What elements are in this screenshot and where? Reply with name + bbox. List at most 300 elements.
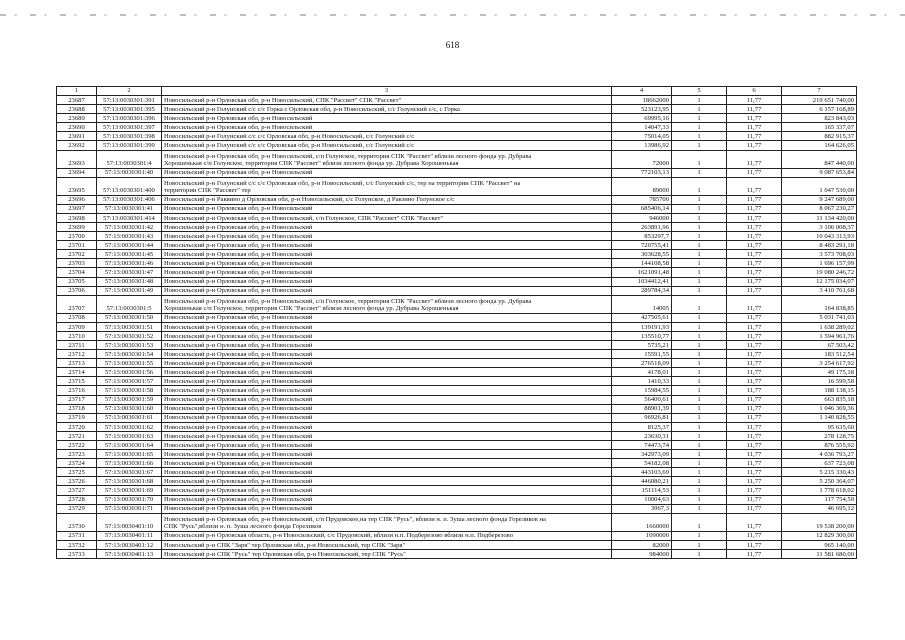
rate: 11,77 <box>727 213 782 222</box>
area: 276518,09 <box>612 359 672 368</box>
quantity: 1 <box>672 331 727 340</box>
table-row <box>57 413 857 422</box>
cadastral-value: 12 829 300,00 <box>782 531 857 540</box>
area: 946000 <box>612 213 672 222</box>
cadastral-value: 95 635,60 <box>782 422 857 431</box>
address-line: Новосильский р-н Голунский с/с с/с Орловская обл, р-н Новосильский, с/с Голунский с/с <box>164 142 415 150</box>
row-number: 23687 <box>57 96 97 105</box>
address-line: Новосильский р-н Орловская обл, р-н Новосильский <box>164 169 313 177</box>
table-row <box>57 114 857 123</box>
area: 96926,81 <box>612 413 672 422</box>
cadastral-value: 3 573 708,03 <box>782 250 857 259</box>
cadastral-value: 882 915,37 <box>782 132 857 141</box>
table-row <box>57 549 857 558</box>
table-row <box>57 168 857 177</box>
row-number: 23726 <box>57 477 97 486</box>
address-line: Новосильский р-н Орловская обл, р-н Новосильский <box>164 241 313 249</box>
address-line: Новосильский р-н Орловская обл, р-н Новосильский <box>164 223 313 231</box>
rate: 11,77 <box>727 413 782 422</box>
area: 56400,61 <box>612 395 672 404</box>
cadastral-number: 57:13:0030401:10 <box>97 513 162 531</box>
quantity: 1 <box>672 495 727 504</box>
address <box>162 513 612 531</box>
address <box>162 549 612 558</box>
rate: 11,77 <box>727 177 782 195</box>
rate: 11,77 <box>727 395 782 404</box>
row-number: 23697 <box>57 204 97 213</box>
cadastral-value: 164 626,05 <box>782 141 857 150</box>
cadastral-number: 57:13:0030301:62 <box>97 422 162 431</box>
cadastral-number: 57:13:0030301:46 <box>97 259 162 268</box>
rate: 11,77 <box>727 322 782 331</box>
cadastral-number: 57:13:0030401:12 <box>97 540 162 549</box>
table-row <box>57 204 857 213</box>
area: 720755,41 <box>612 241 672 250</box>
row-number: 23704 <box>57 268 97 277</box>
address <box>162 495 612 504</box>
column-header: 3 <box>162 87 612 96</box>
address-line: Новосильский р-н Голунский с/с с/с Орловская обл, р-н Новосильский, с/с Голунский с/с <box>164 133 415 141</box>
cadastral-number: 57:13:0030301:4 <box>97 150 162 168</box>
rate: 11,77 <box>727 486 782 495</box>
table-row <box>57 313 857 322</box>
address-line: Новосильский р-н Орловская обл, р-н Новосильский <box>164 341 313 349</box>
cadastral-value: 11 134 420,00 <box>782 213 857 222</box>
rate: 11,77 <box>727 195 782 204</box>
cadastral-number: 57:13:0030301:65 <box>97 450 162 459</box>
address-line: Новосильский р-н Орловская обл, р-н Новосильский <box>164 378 313 386</box>
quantity: 1 <box>672 404 727 413</box>
address <box>162 468 612 477</box>
area: 10004,63 <box>612 495 672 504</box>
address-line: Новосильский р-н СПК "Заря" тер Орловская обл, р-н Новосильский, тер СПК "Заря" <box>164 541 406 549</box>
table-body <box>57 96 857 559</box>
address-line: Новосильский р-н СПК "Русь" тер Орловская обл, р-н Новосильский, тер СПК "Русь" <box>164 550 406 558</box>
cadastral-number: 57:13:0030301:396 <box>97 114 162 123</box>
address <box>162 268 612 277</box>
row-number: 23690 <box>57 123 97 132</box>
row-number: 23722 <box>57 441 97 450</box>
address <box>162 377 612 386</box>
table-row <box>57 295 857 313</box>
cadastral-value: 117 754,50 <box>782 495 857 504</box>
rate: 11,77 <box>727 331 782 340</box>
cadastral-value: 9 087 653,84 <box>782 168 857 177</box>
rate: 11,77 <box>727 459 782 468</box>
address-line: Новосильский р-н Орловская обл, р-н Новосильский <box>164 478 313 486</box>
address <box>162 132 612 141</box>
row-number: 23724 <box>57 459 97 468</box>
rate: 11,77 <box>727 313 782 322</box>
address-line: Хорошенькая с/п Голунское, территория СПК "Рассвет" вблизи лесного фонда ур. Дубрава Хорошенькая <box>164 160 459 168</box>
row-number: 23728 <box>57 495 97 504</box>
area: 15984,55 <box>612 386 672 395</box>
area: 88901,39 <box>612 404 672 413</box>
area: 446080,21 <box>612 477 672 486</box>
address-line: Новосильский р-н Орловская обл, р-н Новосильский <box>164 350 313 358</box>
area: 8125,37 <box>612 422 672 431</box>
address <box>162 295 612 313</box>
quantity: 1 <box>672 422 727 431</box>
area: 1660000 <box>612 513 672 531</box>
rate: 11,77 <box>727 549 782 558</box>
area: 785700 <box>612 195 672 204</box>
cadastral-number: 57:13:0030301:398 <box>97 132 162 141</box>
table-row <box>57 504 857 513</box>
table-row <box>57 368 857 377</box>
quantity: 1 <box>672 286 727 295</box>
cadastral-number: 57:13:0030301:406 <box>97 195 162 204</box>
area: 14005 <box>612 295 672 313</box>
row-number: 23720 <box>57 422 97 431</box>
address <box>162 477 612 486</box>
cadastral-value: 49 175,18 <box>782 368 857 377</box>
cadastral-value: 8 067 230,27 <box>782 204 857 213</box>
address-line: Новосильский р-н Орловская обл, р-н Новосильский <box>164 469 313 476</box>
cadastral-value: 1 778 618,02 <box>782 486 857 495</box>
area: 303628,55 <box>612 250 672 259</box>
area: 13986,92 <box>612 141 672 150</box>
table-row <box>57 495 857 504</box>
area: 5735,21 <box>612 340 672 349</box>
address <box>162 395 612 404</box>
rate: 11,77 <box>727 96 782 105</box>
row-number: 23698 <box>57 213 97 222</box>
quantity: 1 <box>672 268 727 277</box>
quantity: 1 <box>672 377 727 386</box>
quantity: 1 <box>672 123 727 132</box>
quantity: 1 <box>672 413 727 422</box>
address <box>162 222 612 231</box>
cadastral-number: 57:13:0030301:61 <box>97 413 162 422</box>
cadastral-value: 12 175 034,07 <box>782 277 857 286</box>
quantity: 1 <box>672 549 727 558</box>
table-row <box>57 195 857 204</box>
row-number: 23694 <box>57 168 97 177</box>
cadastral-number: 57:13:0030301:58 <box>97 386 162 395</box>
area: 289784,34 <box>612 286 672 295</box>
cadastral-value: 847 440,00 <box>782 150 857 168</box>
cadastral-value: 3 410 761,68 <box>782 286 857 295</box>
cadastral-value: 663 835,18 <box>782 395 857 404</box>
rate: 11,77 <box>727 513 782 531</box>
cadastral-number: 57:13:0030301:44 <box>97 241 162 250</box>
row-number: 23696 <box>57 195 97 204</box>
cadastral-number: 57:13:0030301:63 <box>97 431 162 440</box>
area: 1034412,41 <box>612 277 672 286</box>
table-row <box>57 277 857 286</box>
quantity: 1 <box>672 340 727 349</box>
cadastral-value: 11 581 680,00 <box>782 549 857 558</box>
cadastral-value: 164 838,85 <box>782 295 857 313</box>
address <box>162 114 612 123</box>
area: 151114,53 <box>612 486 672 495</box>
table-row <box>57 331 857 340</box>
cadastral-number: 57:13:0030301:45 <box>97 250 162 259</box>
quantity: 1 <box>672 468 727 477</box>
address <box>162 313 612 322</box>
cadastral-number: 57:13:0030301:391 <box>97 96 162 105</box>
cadastral-number: 57:13:0030301:66 <box>97 459 162 468</box>
rate: 11,77 <box>727 359 782 368</box>
rate: 11,77 <box>727 123 782 132</box>
area: 772103,13 <box>612 168 672 177</box>
area: 342973,09 <box>612 450 672 459</box>
table-row <box>57 141 857 150</box>
table-row <box>57 404 857 413</box>
cadastral-value: 188 138,15 <box>782 386 857 395</box>
cadastral-number: 57:13:0030301:56 <box>97 368 162 377</box>
address-line: Новосильский р-н Орловская обл, р-н Новосильский <box>164 487 313 495</box>
cadastral-value: 1 046 369,36 <box>782 404 857 413</box>
area: 89000 <box>612 177 672 195</box>
table-row <box>57 241 857 250</box>
cadastral-value: 46 695,12 <box>782 504 857 513</box>
area: 443103,69 <box>612 468 672 477</box>
rate: 11,77 <box>727 204 782 213</box>
address-line: Новосильский р-н Орловская обл, р-н Новосильский <box>164 414 313 422</box>
address-line: Хорошенькая с/п Голунское, территория СПК "Рассвет" вблизи лесного фонда ур. Дубрава Хорошенькая <box>164 305 459 313</box>
quantity: 1 <box>672 531 727 540</box>
quantity: 1 <box>672 232 727 241</box>
rate: 11,77 <box>727 114 782 123</box>
cadastral-value: 278 128,75 <box>782 431 857 440</box>
address-line: Новосильский р-н Орловская обл, р-н Новосильский <box>164 314 313 322</box>
quantity: 1 <box>672 477 727 486</box>
rate: 11,77 <box>727 350 782 359</box>
quantity: 1 <box>672 513 727 531</box>
cadastral-value: 876 555,92 <box>782 441 857 450</box>
cadastral-number: 57:13:0030301:48 <box>97 277 162 286</box>
quantity: 1 <box>672 177 727 195</box>
area: 685406,14 <box>612 204 672 213</box>
cadastral-value: 1 594 961,76 <box>782 331 857 340</box>
address <box>162 150 612 168</box>
address <box>162 386 612 395</box>
address <box>162 340 612 349</box>
quantity: 1 <box>672 368 727 377</box>
row-number: 23702 <box>57 250 97 259</box>
row-number: 23732 <box>57 540 97 549</box>
table-row <box>57 459 857 468</box>
table-row <box>57 286 857 295</box>
cadastral-number: 57:13:0030301:49 <box>97 286 162 295</box>
address <box>162 504 612 513</box>
cadastral-value: 67 503,42 <box>782 340 857 349</box>
address-line: Новосильский р-н Орловская обл, р-н Новосильский, СПК "Рассвет" СПК "Рассвет" <box>164 96 402 104</box>
area: 523123,95 <box>612 105 672 114</box>
address-line: Новосильский р-н Орловская обл, р-н Новосильский <box>164 269 313 277</box>
address-line: Новосильский р-н Орловская обл, р-н Новосильский <box>164 459 313 467</box>
quantity: 1 <box>672 350 727 359</box>
row-number: 23733 <box>57 549 97 558</box>
rate: 11,77 <box>727 105 782 114</box>
row-number: 23714 <box>57 368 97 377</box>
cadastral-value: 1 696 157,99 <box>782 259 857 268</box>
address <box>162 413 612 422</box>
cadastral-value: 8 483 291,18 <box>782 241 857 250</box>
column-header: 2 <box>97 87 162 96</box>
row-number: 23699 <box>57 222 97 231</box>
address <box>162 105 612 114</box>
quantity: 1 <box>672 204 727 213</box>
row-number: 23708 <box>57 313 97 322</box>
table-row <box>57 450 857 459</box>
table-row <box>57 531 857 540</box>
quantity: 1 <box>672 459 727 468</box>
rate: 11,77 <box>727 150 782 168</box>
cadastral-value: 10 043 313,93 <box>782 232 857 241</box>
quantity: 1 <box>672 250 727 259</box>
address <box>162 213 612 222</box>
area: 54182,08 <box>612 459 672 468</box>
row-number: 23727 <box>57 486 97 495</box>
quantity: 1 <box>672 386 727 395</box>
table-row <box>57 486 857 495</box>
cadastral-number: 57:13:0030301:397 <box>97 123 162 132</box>
cadastral-number: 57:13:0030301:400 <box>97 177 162 195</box>
area: 427505,61 <box>612 313 672 322</box>
table-row <box>57 268 857 277</box>
rate: 11,77 <box>727 340 782 349</box>
cadastral-value: 965 140,00 <box>782 540 857 549</box>
table-row <box>57 96 857 105</box>
address <box>162 322 612 331</box>
quantity: 1 <box>672 132 727 141</box>
rate: 11,77 <box>727 495 782 504</box>
quantity: 1 <box>672 222 727 231</box>
address <box>162 441 612 450</box>
cadastral-number: 57:13:0030301:69 <box>97 486 162 495</box>
area: 23630,31 <box>612 431 672 440</box>
area: 18662000 <box>612 96 672 105</box>
cadastral-number: 57:13:0030301:414 <box>97 213 162 222</box>
cadastral-number: 57:13:0030301:395 <box>97 105 162 114</box>
address <box>162 450 612 459</box>
address-line: Новосильский р-н Орловская обл, р-н Новосильский <box>164 368 313 376</box>
cadastral-number: 57:13:0030301:53 <box>97 340 162 349</box>
address-line: СПК "Русь",вблизи н. п. Зуша лесного фонда Гореликов <box>164 523 322 531</box>
table-row <box>57 377 857 386</box>
rate: 11,77 <box>727 377 782 386</box>
table-row <box>57 395 857 404</box>
table-row <box>57 232 857 241</box>
row-number: 23723 <box>57 450 97 459</box>
table-row <box>57 422 857 431</box>
address <box>162 350 612 359</box>
header-row <box>57 87 857 96</box>
cadastral-number: 57:13:0030301:71 <box>97 504 162 513</box>
cadastral-value: 1 638 289,02 <box>782 322 857 331</box>
cadastral-number: 57:13:0030301:52 <box>97 331 162 340</box>
column-header: 5 <box>672 87 727 96</box>
area: 263891,96 <box>612 222 672 231</box>
quantity: 1 <box>672 450 727 459</box>
row-number: 23700 <box>57 232 97 241</box>
cadastral-number: 57:13:0030301:50 <box>97 313 162 322</box>
row-number: 23718 <box>57 404 97 413</box>
address <box>162 540 612 549</box>
quantity: 1 <box>672 295 727 313</box>
quantity: 1 <box>672 259 727 268</box>
rate: 11,77 <box>727 450 782 459</box>
table-row <box>57 431 857 440</box>
address-line: Новосильский р-н Орловская обл, р-н Новосильский <box>164 405 313 413</box>
cadastral-value: 183 512,54 <box>782 350 857 359</box>
area: 75014,05 <box>612 132 672 141</box>
address <box>162 123 612 132</box>
cadastral-value: 5 215 330,43 <box>782 468 857 477</box>
address-line: Новосильский р-н Орловская обл, р-н Новосильский <box>164 205 313 213</box>
rate: 11,77 <box>727 277 782 286</box>
quantity: 1 <box>672 395 727 404</box>
address-line: Новосильский р-н Орловская обл, р-н Новосильский <box>164 260 313 268</box>
address <box>162 459 612 468</box>
address-line: Новосильский р-н Орловская обл, р-н Новосильский <box>164 278 313 286</box>
cadastral-value: 3 254 617,92 <box>782 359 857 368</box>
row-number: 23689 <box>57 114 97 123</box>
row-number: 23703 <box>57 259 97 268</box>
address-line: Новосильский р-н Орловская обл, р-н Новосильский <box>164 124 313 131</box>
table-row <box>57 468 857 477</box>
row-number: 23688 <box>57 105 97 114</box>
rate: 11,77 <box>727 386 782 395</box>
cadastral-number: 57:13:0030301:70 <box>97 495 162 504</box>
row-number: 23711 <box>57 340 97 349</box>
cadastral-value: 637 723,08 <box>782 459 857 468</box>
area: 1621091,48 <box>612 268 672 277</box>
area: 1410,33 <box>612 377 672 386</box>
cadastral-number: 57:13:0030301:42 <box>97 222 162 231</box>
address <box>162 141 612 150</box>
quantity: 1 <box>672 322 727 331</box>
address <box>162 168 612 177</box>
row-number: 23707 <box>57 295 97 313</box>
address <box>162 259 612 268</box>
address-line: Новосильский р-н Орловская обл, р-н Новосильский <box>164 505 313 513</box>
address <box>162 331 612 340</box>
address-line: Новосильский р-н Орловская обл, р-н Новосильский, с/п Прудовское,на тер СПК "Русь", вблизи н. п. Зуша лесного фонда Гореликов на <box>164 516 546 523</box>
quantity: 1 <box>672 150 727 168</box>
rate: 11,77 <box>727 422 782 431</box>
address-line: Новосильский р-н Раквино д Орловская обл, р-н Новосильский, с/с Голунское, д Ракзино Голунское с/с <box>164 196 455 204</box>
rate: 11,77 <box>727 540 782 549</box>
cadastral-number: 57:13:0030301:60 <box>97 404 162 413</box>
address-line: Новосильский р-н Орловская обл, р-н Новосильский, с/п Голунское, территория СПК "Рассвет" вблизи лесного фонда ур. Дубрава <box>164 297 532 305</box>
row-number: 23716 <box>57 386 97 395</box>
address-line: Новосильский р-н Орловская обл, р-н Новосильский <box>164 332 313 340</box>
row-number: 23729 <box>57 504 97 513</box>
cadastral-value: 1 140 828,55 <box>782 413 857 422</box>
row-number: 23691 <box>57 132 97 141</box>
cadastral-number: 57:13:0030301:68 <box>97 477 162 486</box>
row-number: 23709 <box>57 322 97 331</box>
row-number: 23713 <box>57 359 97 368</box>
address-line: территории СПК "Рассвет" тер <box>164 187 251 195</box>
address <box>162 204 612 213</box>
cadastral-number: 57:13:0030301:55 <box>97 359 162 368</box>
table-row <box>57 441 857 450</box>
rate: 11,77 <box>727 259 782 268</box>
row-number: 23710 <box>57 331 97 340</box>
rate: 11,77 <box>727 141 782 150</box>
quantity: 1 <box>672 96 727 105</box>
rate: 11,77 <box>727 222 782 231</box>
address <box>162 286 612 295</box>
rate: 11,77 <box>727 168 782 177</box>
cadastral-number: 57:13:0030301:67 <box>97 468 162 477</box>
rate: 11,77 <box>727 232 782 241</box>
